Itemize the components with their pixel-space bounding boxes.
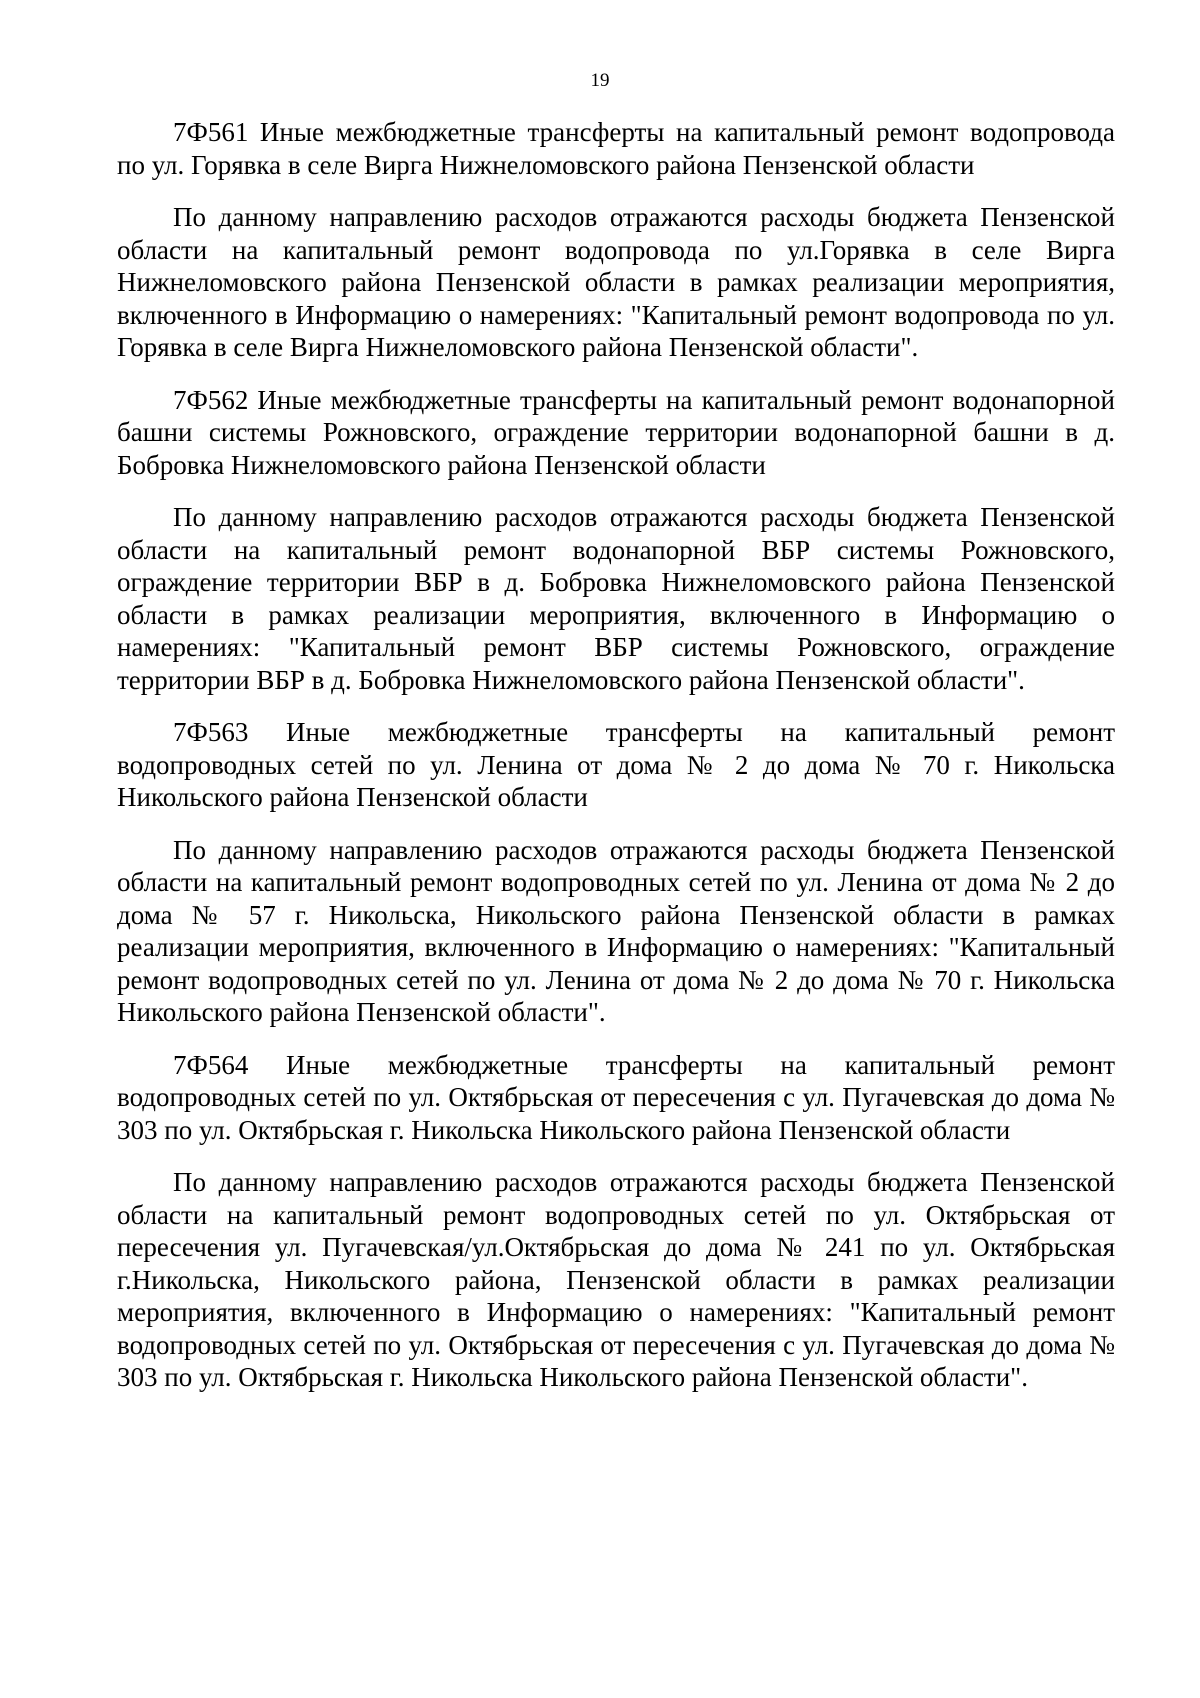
section-body-7f561: По данному направлению расходов отражаются расходы бюджета Пензенской области на капитальный ремонт водопровода по ул.Горявка в селе Вирга Нижнеломовского района Пензенской области в рамках реализации мероприятия, включенного в Информацию о намерениях: "Капитальный ремонт водопровода по ул. Горявка в селе Вирга Нижнеломовского района Пензенской области". — [117, 202, 1115, 362]
section-heading-7f561: 7Ф561 Иные межбюджетные трансферты на капитальный ремонт водопровода по ул. Горявка в селе Вирга Нижнеломовского района Пензенской области — [117, 117, 1115, 180]
section-body-7f562: По данному направлению расходов отражаются расходы бюджета Пензенской области на капитальный ремонт водонапорной ВБР системы Рожновского, ограждение территории ВБР в д. Бобровка Нижнеломовского района Пензенской области в рамках реализации мероприятия, включенного в Информацию о намерениях: "Капитальный ремонт ВБР системы Рожновского, ограждение территории ВБР в д. Бобровка Нижнеломовского района Пензенской области". — [117, 502, 1115, 695]
document-body — [117, 116, 1115, 1394]
section-heading-7f562: 7Ф562 Иные межбюджетные трансферты на капитальный ремонт водонапорной башни системы Рожновского, ограждение территории водонапорной башни в д. Бобровка Нижнеломовского района Пензенской области — [117, 384, 1115, 480]
section-body-7f563: По данному направлению расходов отражаются расходы бюджета Пензенской области на капитальный ремонт водопроводных сетей по ул. Ленина от дома № 2 до дома № 57 г. Никольска, Никольского района Пензенской области в рамках реализации мероприятия, включенного в Информацию о намерениях: "Капитальный ремонт водопроводных сетей по ул. Ленина от дома № 2 до дома № 70 г. Никольска Никольского района Пензенской области". — [117, 834, 1115, 1027]
section-heading-7f563: 7Ф563 Иные межбюджетные трансферты на капитальный ремонт водопроводных сетей по ул. Ленина от дома № 2 до дома № 70 г. Никольска Никольского района Пензенской области — [117, 717, 1115, 812]
section-heading-7f564: 7Ф564 Иные межбюджетные трансферты на капитальный ремонт водопроводных сетей по ул. Октябрьская от пересечения с ул. Пугачевская до дома № 303 по ул. Октябрьская г. Никольска Никольского района Пензенской области — [117, 1049, 1115, 1145]
page-number: 19 — [590, 70, 610, 91]
section-body-7f564: По данному направлению расходов отражаются расходы бюджета Пензенской области на капитальный ремонт водопроводных сетей по ул. Октябрьская от пересечения ул. Пугачевская/ул.Октябрьская до дома № 241 по ул. Октябрьская г.Никольска, Никольского района, Пензенской области в рамках реализации мероприятия, включенного в Информацию о намерениях: "Капитальный ремонт водопроводных сетей по ул. Октябрьская от пересечения с ул. Пугачевская до дома № 303 по ул. Октябрьская г. Никольска Никольского района Пензенской области". — [117, 1167, 1115, 1392]
